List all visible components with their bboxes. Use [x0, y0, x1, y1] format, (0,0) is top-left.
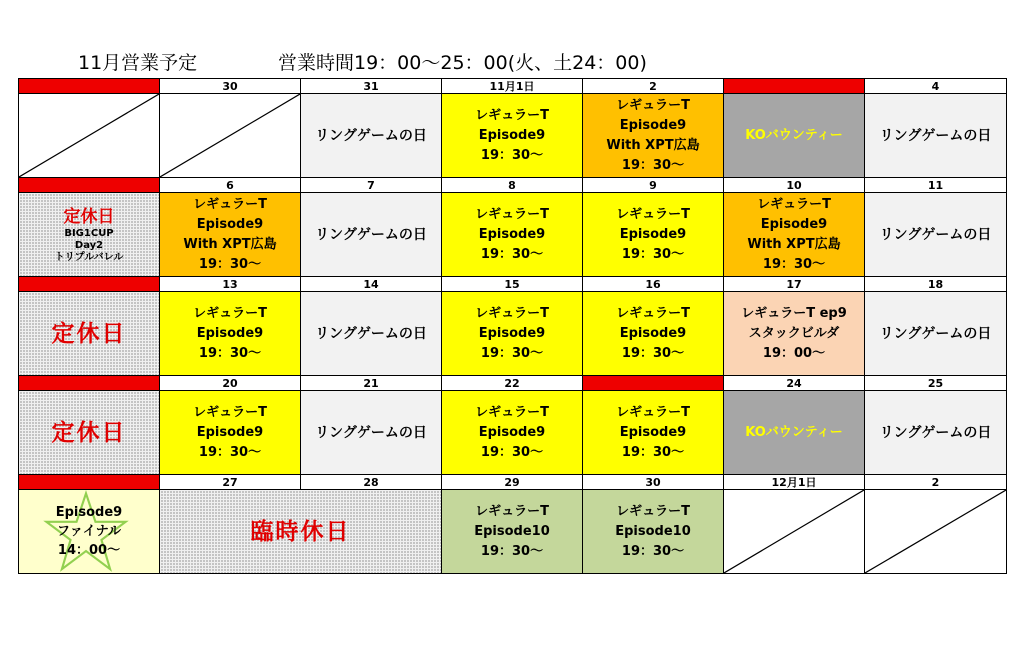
date-header: 21	[301, 376, 442, 391]
event-text: Episode9	[196, 216, 264, 232]
date-header: 30	[160, 79, 301, 94]
date-header: 27	[160, 475, 301, 490]
event-text: 19：00～	[762, 345, 826, 361]
event-row	[19, 490, 1007, 574]
event-text: 19：30～	[621, 543, 685, 559]
event-text: リングゲームの日	[879, 226, 992, 243]
date-header: 5	[19, 178, 160, 193]
event-text: 19：30～	[480, 543, 544, 559]
event-cell	[583, 193, 724, 277]
event-text: Episode10	[474, 523, 550, 539]
event-text: レギュラーT	[616, 503, 690, 519]
holiday-cell	[19, 391, 160, 475]
event-text: Episode9	[478, 424, 546, 440]
event-cell	[442, 193, 583, 277]
business-hours: 営業時間19：00～25：00(火、土24：00)	[278, 52, 647, 74]
event-text: KOバウンティー	[745, 127, 843, 143]
date-header: 31	[301, 79, 442, 94]
date-header: 3	[724, 79, 865, 94]
event-text: Episode9	[478, 226, 546, 242]
event-cell	[442, 292, 583, 376]
holiday-label: 臨時休日	[250, 518, 351, 545]
date-header: 24	[724, 376, 865, 391]
date-header: 22	[442, 376, 583, 391]
event-text: With XPT広島	[183, 236, 277, 252]
event-text: 19：30～	[198, 256, 262, 272]
date-header: 8	[442, 178, 583, 193]
date-header: 15	[442, 277, 583, 292]
event-text: Episode9	[619, 424, 687, 440]
event-cell	[724, 292, 865, 376]
event-text: レギュラーT	[757, 196, 831, 212]
event-text: Episode9	[619, 226, 687, 242]
event-text: 19：30～	[621, 444, 685, 460]
date-header: 2	[865, 475, 1007, 490]
holiday-cell	[160, 490, 442, 574]
date-header: 29	[442, 475, 583, 490]
event-text: 19：30～	[480, 147, 544, 163]
date-header: 9	[583, 178, 724, 193]
date-header: 26	[19, 475, 160, 490]
event-text: 19：30～	[762, 256, 826, 272]
date-header: 7	[301, 178, 442, 193]
event-text: レギュラーT	[616, 97, 690, 113]
event-text: リングゲームの日	[879, 127, 992, 144]
event-row	[19, 94, 1007, 178]
event-text: 19：30～	[198, 444, 262, 460]
holiday-cell	[19, 292, 160, 376]
date-header: 20	[160, 376, 301, 391]
event-text: 19：30～	[621, 246, 685, 262]
event-cell	[442, 94, 583, 178]
event-text: レギュラーT	[475, 404, 549, 420]
date-header: 11月1日	[442, 79, 583, 94]
event-row	[19, 292, 1007, 376]
event-text: トリプルバレル	[54, 251, 124, 263]
event-cell	[865, 391, 1007, 475]
empty-day-cell	[865, 490, 1007, 574]
event-text: リングゲームの日	[315, 127, 427, 144]
event-text: レギュラーT	[193, 196, 267, 212]
date-header: 11	[865, 178, 1007, 193]
schedule-title: 11月営業予定	[78, 52, 198, 74]
event-cell	[442, 391, 583, 475]
empty-day-cell	[19, 94, 160, 178]
event-text: 19：30～	[621, 345, 685, 361]
empty-day-cell	[160, 94, 301, 178]
date-header-row	[19, 178, 1007, 193]
event-text: レギュラーT	[616, 206, 690, 222]
event-text: Episode9	[760, 216, 828, 232]
date-header: 14	[301, 277, 442, 292]
event-cell	[724, 94, 865, 178]
event-cell	[583, 490, 724, 574]
event-text: レギュラーT	[193, 404, 267, 420]
event-text: スタックビルダ	[748, 325, 840, 341]
holiday-label: 定休日	[63, 206, 115, 227]
event-text: レギュラーT	[475, 305, 549, 321]
event-text: Episode9	[478, 325, 546, 341]
date-header: 19	[19, 376, 160, 391]
event-text: リングゲームの日	[315, 325, 427, 342]
event-cell	[865, 292, 1007, 376]
event-cell	[301, 94, 442, 178]
date-header: 10	[724, 178, 865, 193]
event-cell	[724, 391, 865, 475]
date-header: 4	[865, 79, 1007, 94]
holiday-label: 定休日	[51, 320, 127, 347]
holiday-cell	[19, 193, 160, 277]
event-cell	[160, 193, 301, 277]
event-text: With XPT広島	[606, 137, 700, 153]
event-text: Episode9	[619, 117, 687, 133]
event-text: Episode9	[55, 505, 123, 520]
event-cell	[160, 292, 301, 376]
date-header: 28	[301, 475, 442, 490]
event-text: Episode9	[478, 127, 546, 143]
event-cell	[301, 193, 442, 277]
event-text: BIG1CUP	[64, 227, 114, 239]
holiday-label: 定休日	[51, 419, 127, 446]
event-text: Episode9	[196, 325, 264, 341]
event-text: リングゲームの日	[879, 325, 992, 342]
event-text: 19：30～	[480, 345, 544, 361]
event-cell	[583, 391, 724, 475]
event-text: ファイナル	[56, 524, 122, 539]
event-cell	[301, 391, 442, 475]
event-text: Day2	[74, 239, 104, 251]
event-cell	[583, 292, 724, 376]
empty-day-cell	[724, 490, 865, 574]
diagonal-slash-icon	[865, 490, 1006, 573]
event-text: 19：30～	[480, 246, 544, 262]
event-text: 19：30～	[621, 157, 685, 173]
event-row	[19, 193, 1007, 277]
diagonal-slash-icon	[19, 94, 159, 177]
event-text: レギュラーT	[616, 305, 690, 321]
event-cell	[160, 391, 301, 475]
date-header: 13	[160, 277, 301, 292]
event-cell	[865, 94, 1007, 178]
date-header: 6	[160, 178, 301, 193]
event-text: Episode9	[619, 325, 687, 341]
date-header: 23	[583, 376, 724, 391]
event-row	[19, 391, 1007, 475]
diagonal-slash-icon	[724, 490, 864, 573]
event-text: 14：00～	[57, 543, 121, 558]
event-cell	[442, 490, 583, 574]
date-header: 29	[19, 79, 160, 94]
event-text: レギュラーT	[475, 206, 549, 222]
final-event-cell	[19, 490, 160, 574]
event-cell	[724, 193, 865, 277]
event-text: レギュラーT ep9	[741, 305, 847, 321]
event-text: Episode10	[615, 523, 691, 539]
date-header: 12月1日	[724, 475, 865, 490]
event-text: レギュラーT	[475, 503, 549, 519]
event-text: 19：30～	[480, 444, 544, 460]
event-text: リングゲームの日	[879, 424, 992, 441]
event-text: KOバウンティー	[745, 424, 843, 440]
event-text: レギュラーT	[616, 404, 690, 420]
date-header-row	[19, 79, 1007, 94]
date-header: 17	[724, 277, 865, 292]
event-cell	[301, 292, 442, 376]
diagonal-slash-icon	[160, 94, 300, 177]
date-header: 16	[583, 277, 724, 292]
date-header: 25	[865, 376, 1007, 391]
calendar-table	[18, 78, 1007, 574]
date-header-row	[19, 376, 1007, 391]
event-cell	[583, 94, 724, 178]
event-cell	[865, 193, 1007, 277]
date-header: 12	[19, 277, 160, 292]
event-text: レギュラーT	[193, 305, 267, 321]
date-header-row	[19, 475, 1007, 490]
event-text: レギュラーT	[475, 107, 549, 123]
date-header: 2	[583, 79, 724, 94]
event-text: With XPT広島	[747, 236, 841, 252]
event-text: リングゲームの日	[315, 226, 427, 243]
date-header-row	[19, 277, 1007, 292]
date-header: 18	[865, 277, 1007, 292]
event-text: リングゲームの日	[315, 424, 427, 441]
event-text: 19：30～	[198, 345, 262, 361]
date-header: 30	[583, 475, 724, 490]
event-text: Episode9	[196, 424, 264, 440]
